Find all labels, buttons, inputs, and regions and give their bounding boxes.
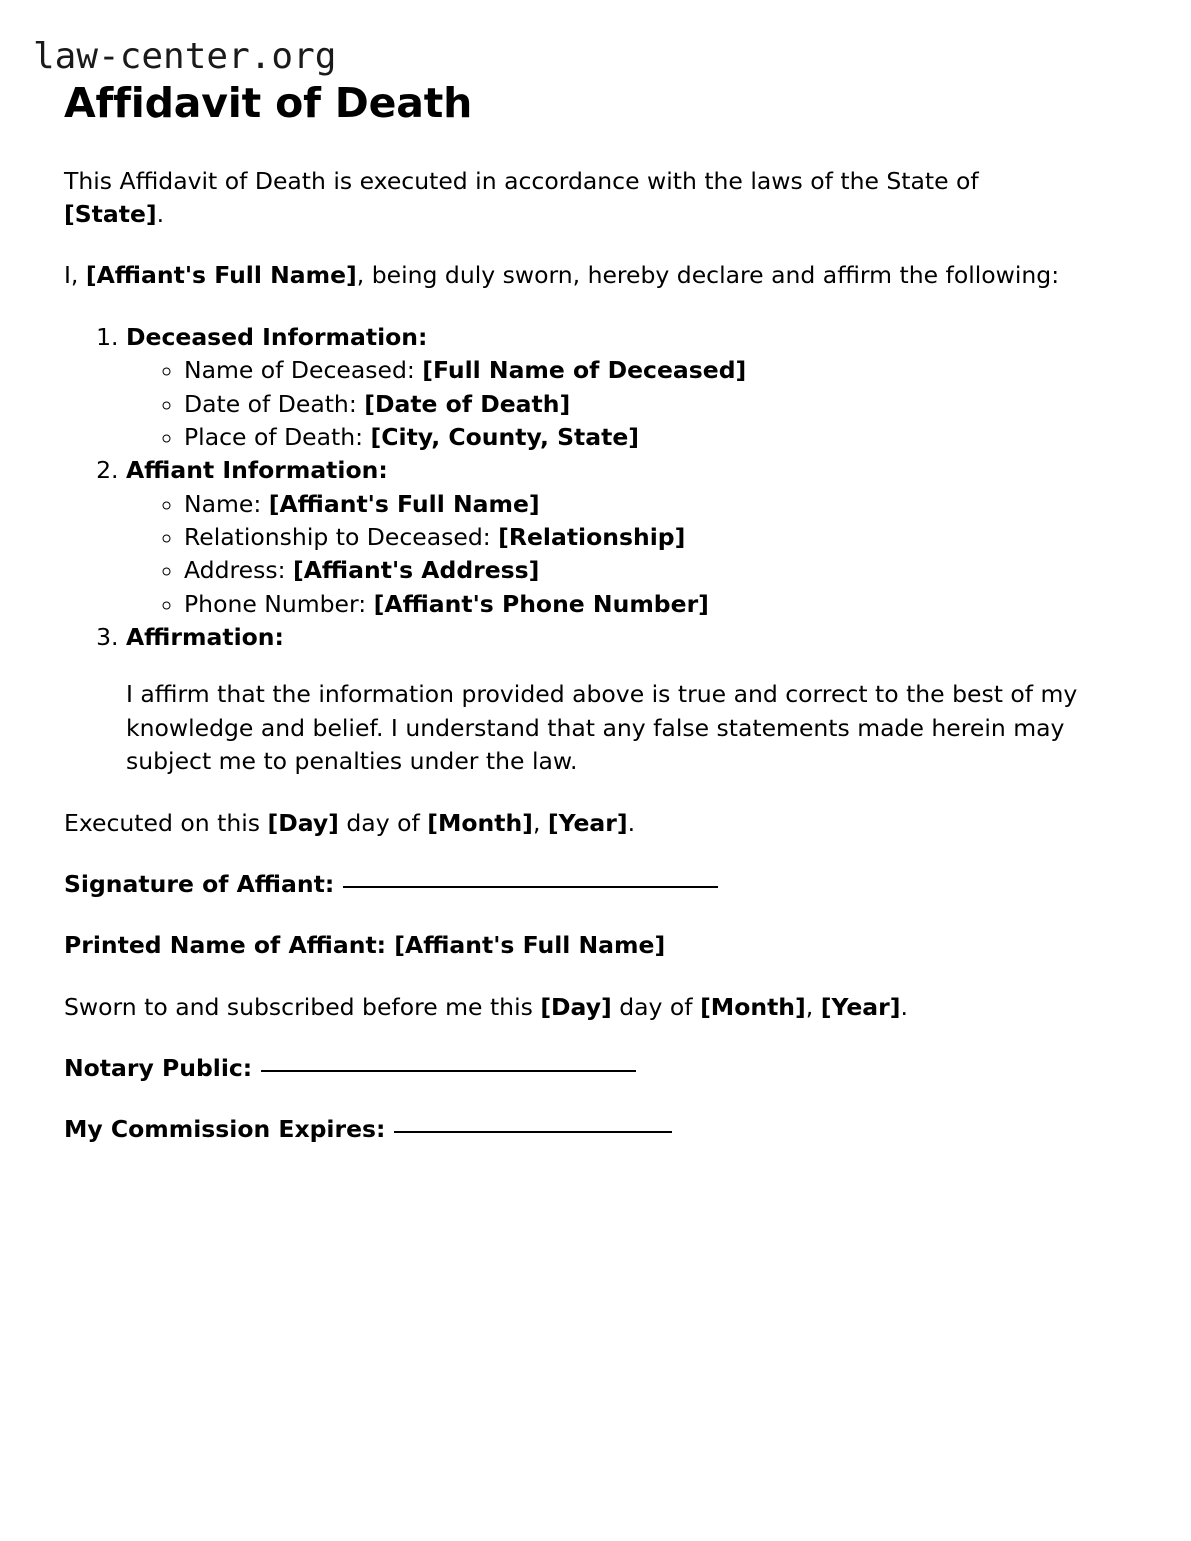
field-label: Address: <box>184 556 293 585</box>
sworn-statement-line <box>64 991 1079 1024</box>
commission-expires-blank[interactable] <box>394 1131 672 1133</box>
intro-paragraph-state <box>64 165 1079 232</box>
field-label: Relationship to Deceased: <box>184 523 499 551</box>
list-item-affiant-information <box>126 454 1079 621</box>
list-item <box>184 421 1079 454</box>
signature-of-affiant-blank[interactable] <box>343 886 718 888</box>
placeholder-sworn-month: [Month] <box>700 992 806 1021</box>
placeholder-sworn-year: [Year] <box>820 992 901 1021</box>
document-body <box>64 165 1079 1147</box>
execution-mid: day of <box>338 808 428 837</box>
section-heading-affiant-information: Affiant Information: <box>126 456 388 485</box>
page-title: Affidavit of Death <box>64 79 473 128</box>
intro-state-post: . <box>156 200 165 229</box>
intro-paragraph-affiant <box>64 259 1079 292</box>
commission-expires-label: My Commission Expires: <box>64 1115 386 1144</box>
list-item <box>184 521 1079 554</box>
list-item <box>184 354 1079 387</box>
intro-affiant-post: , being duly sworn, hereby declare and affirm the following: <box>356 261 1060 290</box>
field-label: Name: <box>184 489 269 518</box>
commission-expires-line <box>64 1113 1079 1146</box>
execution-date-line <box>64 807 1079 840</box>
sworn-pre: Sworn to and subscribed before me this <box>64 992 541 1021</box>
section-heading-affirmation: Affirmation: <box>126 623 284 652</box>
printed-name-line <box>64 929 1079 962</box>
placeholder-year: [Year] <box>547 808 628 837</box>
placeholder-affiant-name: [Affiant's Full Name] <box>85 261 357 290</box>
execution-pre: Executed on this <box>64 808 268 837</box>
notary-public-label: Notary Public: <box>64 1053 253 1082</box>
field-value: [Full Name of Deceased] <box>422 356 747 385</box>
field-value: [Relationship] <box>498 523 686 551</box>
list-item <box>184 588 1079 621</box>
field-label: Name of Deceased: <box>184 356 423 385</box>
placeholder-day: [Day] <box>267 808 339 837</box>
intro-affiant-pre: I, <box>64 261 86 290</box>
field-label: Place of Death: <box>184 422 371 451</box>
notary-public-line <box>64 1052 1079 1085</box>
signature-of-affiant-line <box>64 868 1079 901</box>
affirmation-paragraph: I affirm that the information provided above is true and correct to the best of my knowledge and belief. I understand that any false statements made herein may subject me to penalties under the law. <box>126 680 1078 776</box>
placeholder-state: [State] <box>64 200 157 229</box>
list-item <box>184 554 1079 587</box>
field-label: Date of Death: <box>184 389 365 418</box>
notary-public-blank[interactable] <box>261 1070 636 1072</box>
intro-state-pre: This Affidavit of Death is executed in accordance with the laws of the State of <box>64 166 979 195</box>
field-value: [Affiant's Address] <box>292 556 540 585</box>
printed-name-label: Printed Name of Affiant: <box>64 931 395 960</box>
sub-list-affiant-information <box>126 488 1079 621</box>
sub-list-deceased-information <box>126 354 1079 454</box>
signature-block <box>64 807 1079 1147</box>
execution-post: . <box>627 808 636 837</box>
list-item <box>184 388 1079 421</box>
placeholder-sworn-day: [Day] <box>540 992 612 1021</box>
execution-sep: , <box>532 808 548 837</box>
field-value: [Affiant's Phone Number] <box>373 589 709 618</box>
field-label: Phone Number: <box>184 589 374 618</box>
signature-of-affiant-label: Signature of Affiant: <box>64 869 335 898</box>
list-item-deceased-information <box>126 321 1079 454</box>
list-item <box>184 488 1079 521</box>
list-item-affirmation <box>126 621 1079 778</box>
field-value: [City, County, State] <box>370 422 640 451</box>
printed-name-value: [Affiant's Full Name] <box>394 931 666 960</box>
site-name: law-center.org <box>33 36 337 77</box>
placeholder-month: [Month] <box>427 808 533 837</box>
section-heading-deceased-information: Deceased Information: <box>126 322 428 351</box>
sworn-post: . <box>900 992 908 1021</box>
field-value: [Affiant's Full Name] <box>268 489 540 518</box>
declaration-list <box>64 321 1079 779</box>
sworn-mid: day of <box>611 992 701 1021</box>
field-value: [Date of Death] <box>364 389 571 418</box>
sworn-sep: , <box>805 992 821 1021</box>
document-header <box>33 36 1131 128</box>
